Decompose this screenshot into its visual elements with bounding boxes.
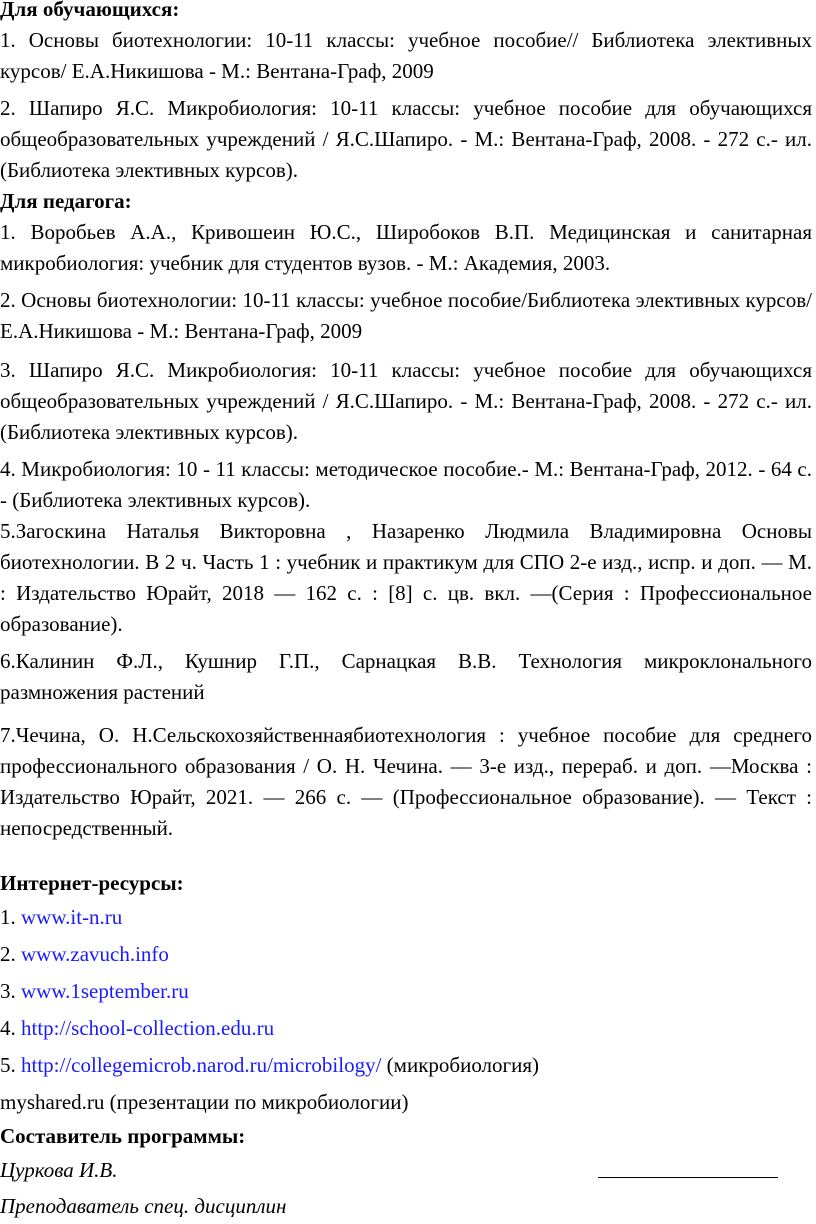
students-item-1: 1. Основы биотехнологии: 10-11 классы: учебное пособие// Библиотека элективных курсов/ Е.А.Никишова - М.: Вентана-Граф, 2009: [0, 28, 812, 83]
signature-line: [598, 1177, 778, 1178]
internet-item-6: [0, 1084, 812, 1121]
internet-item-number: 5.: [0, 1053, 16, 1077]
internet-item-text: myshared.ru (презентации по микробиологии): [0, 1090, 409, 1114]
author-name-line: [0, 1152, 812, 1188]
internet-item-note: (микробиология): [386, 1053, 540, 1077]
internet-link-1september[interactable]: www.1september.ru: [21, 979, 189, 1003]
teachers-item-4: 4. Микробиология: 10 - 11 классы: методическое пособие.- М.: Вентана-Граф, 2012. - 64 с. - (Библиотека элективных курсов).: [0, 457, 812, 512]
students-item-2: 2. Шапиро Я.С. Микробиология: 10-11 классы: учебное пособие для обучающихся общеобразовательных учреждений / Я.С.Шапиро. - М.: Вентана-Граф, 2008. - 272 с.- ил. (Библиотека элективных курсов).: [0, 96, 812, 182]
students-heading: Для обучающихся:: [0, 0, 180, 21]
internet-item-number: 2.: [0, 942, 16, 966]
teachers-item-2: 2. Основы биотехнологии: 10-11 классы: учебное пособие/Библиотека элективных курсов/ Е.А.Никишова - М.: Вентана-Граф, 2009: [0, 288, 812, 343]
author-position: Преподаватель спец. дисциплин: [0, 1194, 287, 1218]
internet-link-school-collection[interactable]: http://school-collection.edu.ru: [21, 1016, 275, 1040]
internet-link-zavuch[interactable]: www.zavuch.info: [21, 942, 169, 966]
internet-item-number: 1.: [0, 905, 16, 929]
internet-item-number: 3.: [0, 979, 16, 1003]
teachers-item-6: 6.Калинин Ф.Л., Кушнир Г.П., Сарнацкая В.В. Технология микроклонального размножения растений: [0, 649, 812, 704]
internet-item-5: [0, 1047, 812, 1084]
internet-item-4: [0, 1010, 812, 1047]
teachers-item-5: 5.Загоскина Наталья Викторовна , Назаренко Людмила Владимировна Основы биотехнологии. В 2 ч. Часть 1 : учебник и практикум для СПО 2-е изд., испр. и доп. — М. : Издательство Юрайт, 2018 — 162 с. : [8] с. цв. вкл. —(Серия : Профессиональное образование).: [0, 519, 812, 636]
author-heading: Составитель программы:: [0, 1124, 246, 1148]
teachers-item-3: 3. Шапиро Я.С. Микробиология: 10-11 классы: учебное пособие для обучающихся общеобразовательных учреждений / Я.С.Шапиро. - М.: Вентана-Граф, 2008. - 272 с.- ил. (Библиотека элективных курсов).: [0, 358, 812, 444]
internet-link-collegemicrob[interactable]: http://collegemicrob.narod.ru/microbilogy/: [21, 1053, 382, 1077]
internet-item-2: [0, 936, 812, 973]
teachers-item-7: 7.Чечина, О. Н.Сельскохозяйственнаябиотехнология : учебное пособие для среднего профессионального образования / О. Н. Чечина. — 3-е изд., перераб. и доп. —Москва : Издательство Юрайт, 2021. — 266 с. — (Профессиональное образование). — Текст : непосредственный.: [0, 723, 812, 840]
internet-item-1: [0, 899, 812, 936]
teachers-heading: Для педагога:: [0, 189, 132, 213]
internet-item-number: 4.: [0, 1016, 16, 1040]
author-name: Цуркова И.В.: [0, 1158, 118, 1182]
author-position-line: [0, 1188, 812, 1224]
internet-item-3: [0, 973, 812, 1010]
internet-heading: Интернет-ресурсы:: [0, 871, 184, 895]
internet-link-it-n[interactable]: www.it-n.ru: [21, 905, 123, 929]
teachers-item-1: 1. Воробьев А.А., Кривошеин Ю.С., Широбоков В.П. Медицинская и санитарная микробиология: учебник для студентов вузов. - М.: Академия, 2003.: [0, 220, 812, 275]
